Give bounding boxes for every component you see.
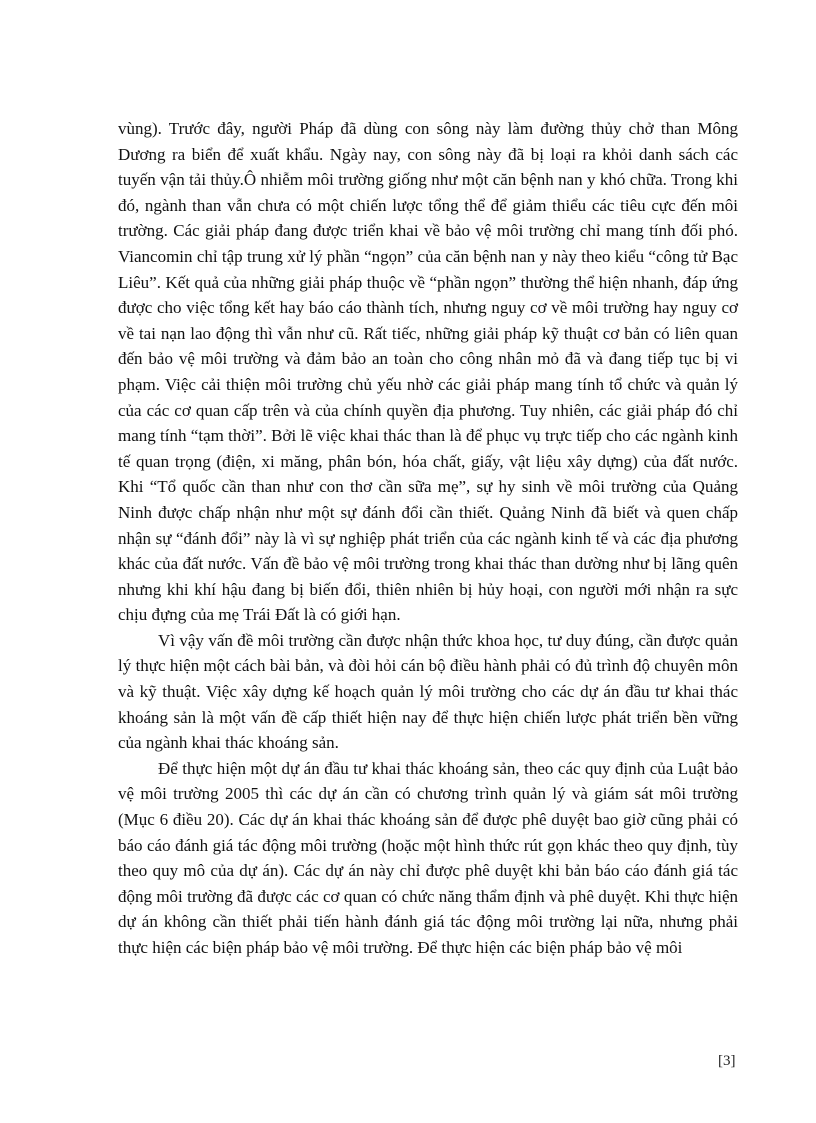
paragraph-2: Vì vậy vấn đề môi trường cần được nhận thức khoa học, tư duy đúng, cần được quản lý thực hiện một cách bài bản, và đòi hỏi cán bộ điều hành phải có đủ trình độ chuyên môn và kỹ thuật. Việc xây dựng kế hoạch quản lý môi trường cho các dự án đầu tư khai thác khoáng sản là một vấn đề cấp thiết hiện nay để thực hiện chiến lược phát triển bền vững của ngành khai thác khoáng sản. (118, 630, 738, 753)
body-text (118, 116, 738, 961)
paragraph-1: vùng). Trước đây, người Pháp đã dùng con sông này làm đường thủy chở than Mông Dương ra biển để xuất khẩu. Ngày nay, con sông này đã bị loại ra khỏi danh sách các tuyến vận tải thủy.Ô nhiễm môi trường giống như một căn bệnh nan y khó chữa. Trong khi đó, ngành than vẫn chưa có một chiến lược tổng thể để giảm thiểu các tiêu cực đến môi trường. Các giải pháp đang được triển khai về bảo vệ môi trường chỉ mang tính đối phó. Viancomin chỉ tập trung xử lý phần “ngọn” của căn bệnh nan y này theo kiểu “công tử Bạc Liêu”. Kết quả của những giải pháp thuộc về “phần ngọn” thường thể hiện nhanh, đáp ứng được cho việc tổng kết hay báo cáo thành tích, nhưng nguy cơ về môi trường hay nguy cơ về tai nạn lao động thì vẫn như cũ. Rất tiếc, những giải pháp kỹ thuật cơ bản có liên quan đến bảo vệ môi trường và đảm bảo an toàn cho công nhân mỏ đã và đang tiếp tục bị vi phạm. Việc cải thiện môi trường chủ yếu nhờ các giải pháp mang tính tổ chức và quản lý của các cơ quan cấp trên và của chính quyền địa phương. Tuy nhiên, các giải pháp đó chỉ mang tính “tạm thời”. Bởi lẽ việc khai thác than là để phục vụ trực tiếp cho các ngành kinh tế quan trọng (điện, xi măng, phân bón, hóa chất, giấy, vật liệu xây dựng) của đất nước. Khi “Tổ quốc cần than như con thơ cần sữa mẹ”, sự hy sinh về môi trường của Quảng Ninh được chấp nhận như một sự đánh đổi cần thiết. Quảng Ninh đã biết và quen chấp nhận sự “đánh đổi” này là vì sự nghiệp phát triển của các ngành kinh tế và các địa phương khác của đất nước. Vấn đề bảo vệ môi trường trong khai thác than dường như bị lãng quên nhưng khi khí hậu đang bị biến đổi, thiên nhiên bị hủy hoại, con người mới nhận ra sực chịu đựng của mẹ Trái Đất là có giới hạn. (118, 119, 738, 625)
paragraph-3: Để thực hiện một dự án đầu tư khai thác khoáng sản, theo các quy định của Luật bảo vệ môi trường 2005 thì các dự án cần có chương trình quản lý và giám sát môi trường (Mục 6 điều 20). Các dự án khai thác khoáng sản để được phê duyệt bao giờ cũng phải có báo cáo đánh giá tác động môi trường (hoặc một hình thức rút gọn khác theo quy định, tùy theo quy mô của dự án). Các dự án này chỉ được phê duyệt khi bản báo cáo đánh giá tác động môi trường đã được các cơ quan có chức năng thẩm định và phê duyệt. Khi thực hiện dự án không cần thiết phải tiến hành đánh giá tác động môi trường lại nữa, nhưng phải thực hiện các biện pháp bảo vệ môi trường. Để thực hiện các biện pháp bảo vệ môi (118, 758, 738, 957)
page-number: [3] (718, 1053, 736, 1069)
